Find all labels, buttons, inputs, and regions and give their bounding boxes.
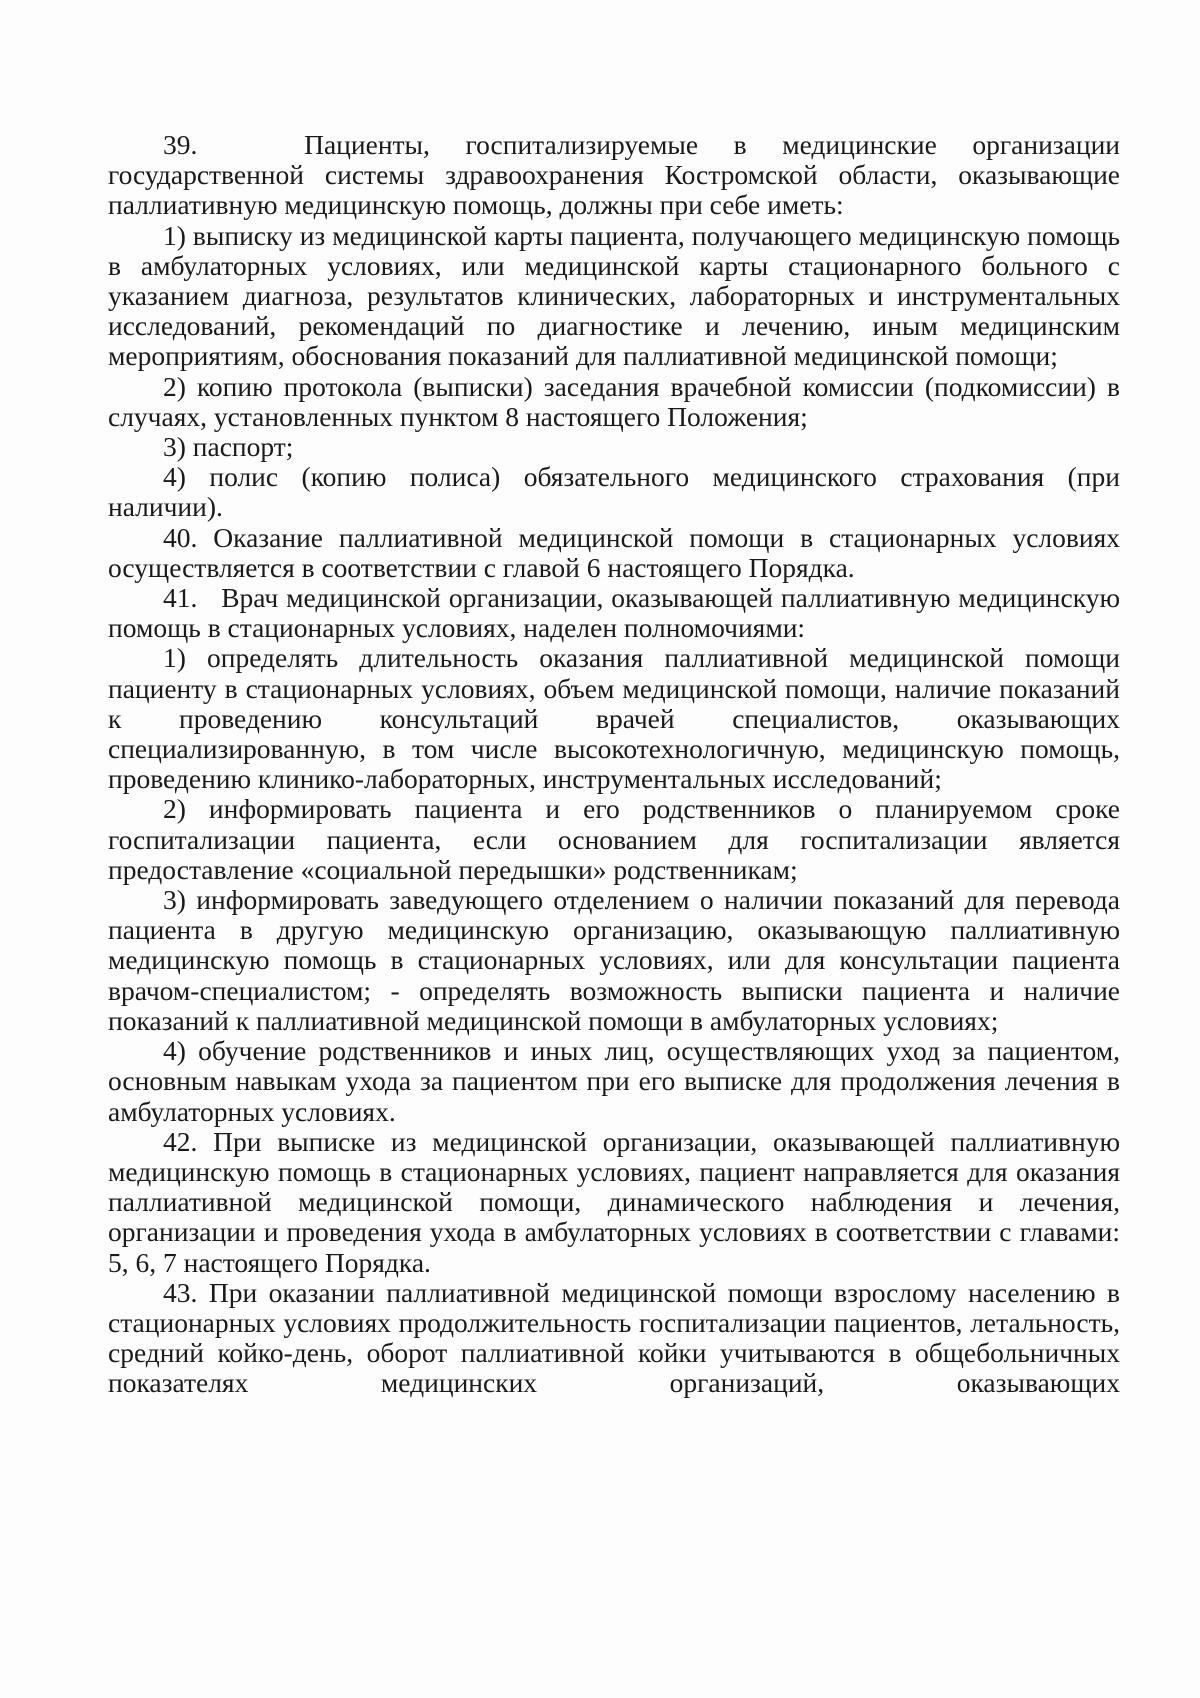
paragraph-41: 41. Врач медицинской организации, оказывающей паллиативную медицинскую помощь в стационарных условиях, наделен полномочиями: <box>108 582 1120 644</box>
paragraph-39-item-3: 3) паспорт; <box>163 431 294 463</box>
paragraph-41-item-2: 2) информировать пациента и его родственников о планируемом сроке госпитализации пациента, если основанием для госпитализации является предоставление «социальной передышки» родственникам; <box>108 793 1120 885</box>
paragraph-41-item-1: 1) определять длительность оказания паллиативной медицинской помощи пациенту в стационарных условиях, объем медицинской помощи, наличие показаний к проведению консультаций врачей специалистов, оказывающих специализированную, в том числе высокотехнологичную, медицинскую помощь, проведению клинико-лабораторных, инструментальных исследований; <box>108 642 1120 795</box>
paragraph-39-item-4: 4) полис (копию полиса) обязательного медицинского страхования (при наличии). <box>108 461 1120 523</box>
document-text-body <box>108 130 1120 1399</box>
paragraph-39-item-2: 2) копию протокола (выписки) заседания врачебной комиссии (подкомиссии) в случаях, установленных пунктом 8 настоящего Положения; <box>108 370 1120 432</box>
paragraph-40: 40. Оказание паллиативной медицинской помощи в стационарных условиях осуществляется в соответствии с главой 6 настоящего Порядка. <box>108 521 1120 583</box>
paragraph-41-item-4: 4) обучение родственников и иных лиц, осуществляющих уход за пациентом, основным навыкам ухода за пациентом при его выписке для продолжения лечения в амбулаторных условиях. <box>108 1035 1120 1127</box>
paragraph-39-item-1: 1) выписку из медицинской карты пациента, получающего медицинскую помощь в амбулаторных условиях, или медицинской карты стационарного больного с указанием диагноза, результатов клинических, лабораторных и инструментальных исследований, рекомендаций по диагностике и лечению, иным медицинским мероприятиям, обоснования показаний для паллиативной медицинской помощи; <box>108 219 1120 372</box>
paragraph-41-item-3: 3) информировать заведующего отделением о наличии показаний для перевода пациента в другую медицинскую организацию, оказывающую паллиативную медицинскую помощь в стационарных условиях, или для консультации пациента врачом-специалистом; - определять возможность выписки пациента и наличие показаний к паллиативной медицинской помощи в амбулаторных условиях; <box>108 884 1120 1036</box>
paragraph-43: 43. При оказании паллиативной медицинской помощи взрослому населению в стационарных условиях продолжительность госпитализации пациентов, летальность, средний койко-день, оборот паллиативной койки учитываются в общебольничных показателях медицинских организаций, оказывающих <box>108 1276 1120 1399</box>
paragraph-42: 42. При выписке из медицинской организации, оказывающей паллиативную медицинскую помощь в стационарных условиях, пациент направляется для оказания паллиативной медицинской помощи, динамического наблюдения и лечения, организации и проведения ухода в амбулаторных условиях в соответствии с главами: 5, 6, 7 настоящего Порядка. <box>108 1125 1120 1278</box>
paragraph-39: 39. Пациенты, госпитализируемые в медицинские организации государственной системы здравоохранения Костромской области, оказывающие паллиативную медицинскую помощь, должны при себе иметь: <box>108 129 1120 221</box>
